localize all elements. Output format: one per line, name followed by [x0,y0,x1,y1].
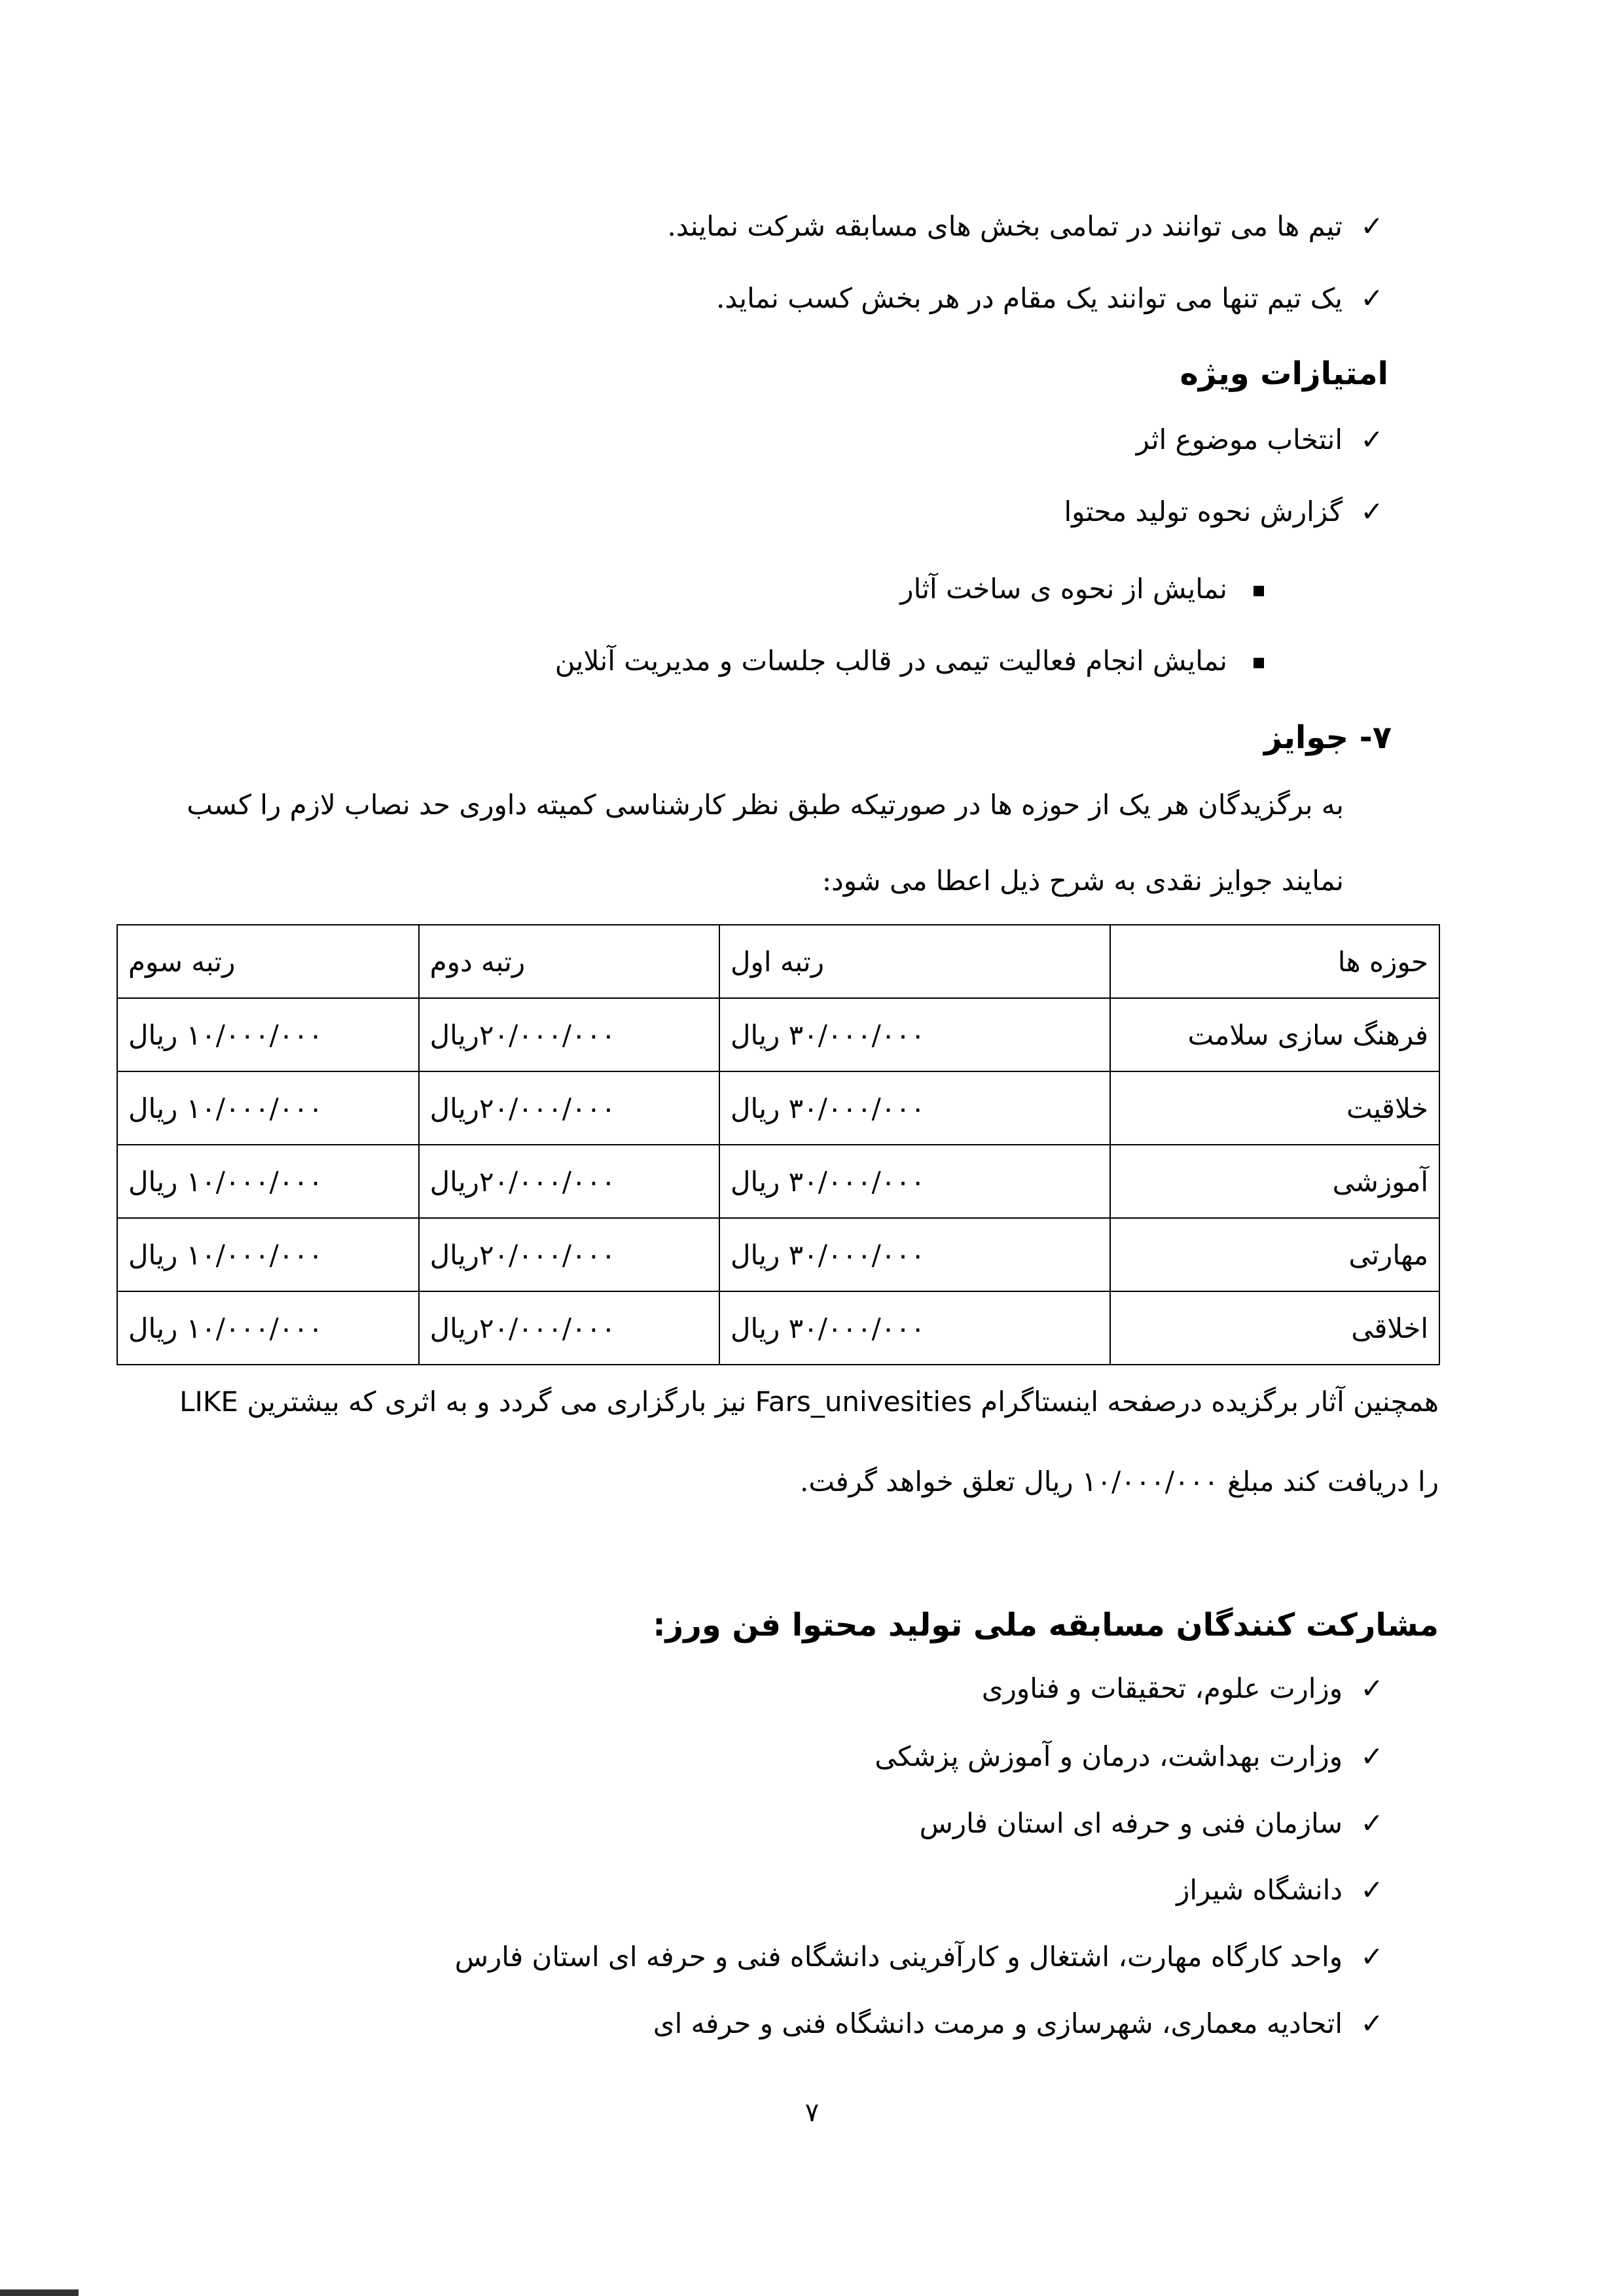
table-header-cell: حوزه ها [1110,925,1439,998]
table-row [117,1218,1439,1291]
check-item [716,279,1388,318]
table-header-cell: رتبه دوم [419,925,719,998]
bullet-item [555,641,1264,681]
prizes-intro-line: به برگزیدگان هر یک از حوزه ها در صورتیکه طبق نظر کارشناسی کمیته داوری حد نصاب لازم را کسب [187,789,1344,821]
table-cell: ۲۰/۰۰۰/۰۰۰ریال [419,1218,719,1291]
check-item-text: سازمان فنی و حرفه ای استان فارس [919,1807,1343,1839]
check-icon: ✓ [1360,2007,1384,2039]
check-icon: ✓ [1360,423,1384,456]
table-cell: ۲۰/۰۰۰/۰۰۰ریال [419,1291,719,1365]
table-header-cell: رتبه اول [719,925,1110,998]
check-item [875,1737,1388,1776]
like-word: LIKE [179,1386,238,1418]
check-item [667,207,1388,246]
check-icon: ✓ [1360,1740,1384,1772]
check-item [920,1804,1388,1843]
bullet-item-text: نمایش از نحوه ی ساخت آثار [900,573,1227,605]
table-cell: ۳۰/۰۰۰/۰۰۰ ریال [719,1291,1110,1365]
table-header-row [117,925,1439,998]
footer-tag [0,2289,79,2296]
bullet-item [900,569,1264,609]
note-text: نیز بارگزاری می گردد و به اثری که بیشترین [247,1386,747,1418]
note-text: همچنین آثار برگزیده درصفحه اینستاگرام [981,1386,1439,1418]
check-item-text: دانشگاه شیراز [1176,1874,1343,1906]
check-icon: ✓ [1360,282,1384,314]
table-row [117,998,1439,1071]
check-item-text: اتحادیه معماری، شهرسازی و مرمت دانشگاه فنی و حرفه ای [653,2007,1343,2039]
prizes-table [117,924,1440,1365]
instagram-handle: Fars_univesities [755,1386,972,1418]
participants-heading: مشارکت کنندگان مسابقه ملی تولید محتوا فن ورز: [653,1607,1439,1643]
table-cell: ۱۰/۰۰۰/۰۰۰ ریال [117,1291,419,1365]
square-bullet-icon [1254,658,1264,668]
table-cell: ۱۰/۰۰۰/۰۰۰ ریال [117,1071,419,1145]
check-item [1136,420,1388,459]
instagram-note-line: را دریافت کند مبلغ ۱۰/۰۰۰/۰۰۰ ریال تعلق خواهد گرفت. [799,1465,1439,1498]
check-item [653,2004,1388,2043]
special-heading: امتیازات ویژه [1180,355,1388,392]
check-icon: ✓ [1360,210,1384,242]
check-item-text: وزارت بهداشت، درمان و آموزش پزشکی [875,1740,1343,1772]
table-row [117,1291,1439,1365]
check-item [455,1937,1388,1977]
table-cell: ۲۰/۰۰۰/۰۰۰ریال [419,998,719,1071]
check-item-text: گزارش نحوه تولید محتوا [1064,495,1343,528]
table-cell: ۲۰/۰۰۰/۰۰۰ریال [419,1071,719,1145]
bullet-item-text: نمایش انجام فعالیت تیمی در قالب جلسات و مدیریت آنلاین [554,645,1227,677]
table-cell: آموزشی [1110,1145,1439,1218]
table-cell: ۱۰/۰۰۰/۰۰۰ ریال [117,998,419,1071]
check-icon: ✓ [1360,495,1384,528]
check-item-text: واحد کارگاه مهارت، اشتغال و کارآفرینی دانشگاه فنی و حرفه ای استان فارس [454,1941,1343,1973]
prizes-intro-line: نمایند جوایز نقدی به شرح ذیل اعطا می شود: [821,865,1344,897]
table-cell: ۳۰/۰۰۰/۰۰۰ ریال [719,1145,1110,1218]
table-cell: فرهنگ سازی سلامت [1110,998,1439,1071]
instagram-note-line [179,1382,1439,1422]
table-cell: ۳۰/۰۰۰/۰۰۰ ریال [719,1218,1110,1291]
table-cell: ۱۰/۰۰۰/۰۰۰ ریال [117,1145,419,1218]
table-header-cell: رتبه سوم [117,925,419,998]
check-item-text: تیم ها می توانند در تمامی بخش های مسابقه شرکت نمایند. [667,210,1343,242]
square-bullet-icon [1254,586,1264,596]
table-cell: ۲۰/۰۰۰/۰۰۰ریال [419,1145,719,1218]
check-item [1064,492,1389,531]
table-cell: خلاقیت [1110,1071,1439,1145]
table-row [117,1145,1439,1218]
check-item [982,1669,1388,1708]
check-item-text: یک تیم تنها می توانند یک مقام در هر بخش کسب نماید. [716,282,1343,314]
table-cell: مهارتی [1110,1218,1439,1291]
table-row [117,1071,1439,1145]
table-cell: ۳۰/۰۰۰/۰۰۰ ریال [719,998,1110,1071]
check-item-text: وزارت علوم، تحقیقات و فناوری [981,1672,1343,1704]
table-cell: ۱۰/۰۰۰/۰۰۰ ریال [117,1218,419,1291]
check-icon: ✓ [1360,1672,1384,1704]
table-cell: اخلاقی [1110,1291,1439,1365]
prizes-heading: ۷- جوایز [1264,719,1392,756]
page-number: ۷ [804,2098,820,2128]
check-icon: ✓ [1360,1874,1384,1906]
check-icon: ✓ [1360,1941,1384,1973]
check-item [1176,1871,1388,1910]
table-cell: ۳۰/۰۰۰/۰۰۰ ریال [719,1071,1110,1145]
check-item-text: انتخاب موضوع اثر [1136,423,1343,456]
check-icon: ✓ [1360,1807,1384,1839]
